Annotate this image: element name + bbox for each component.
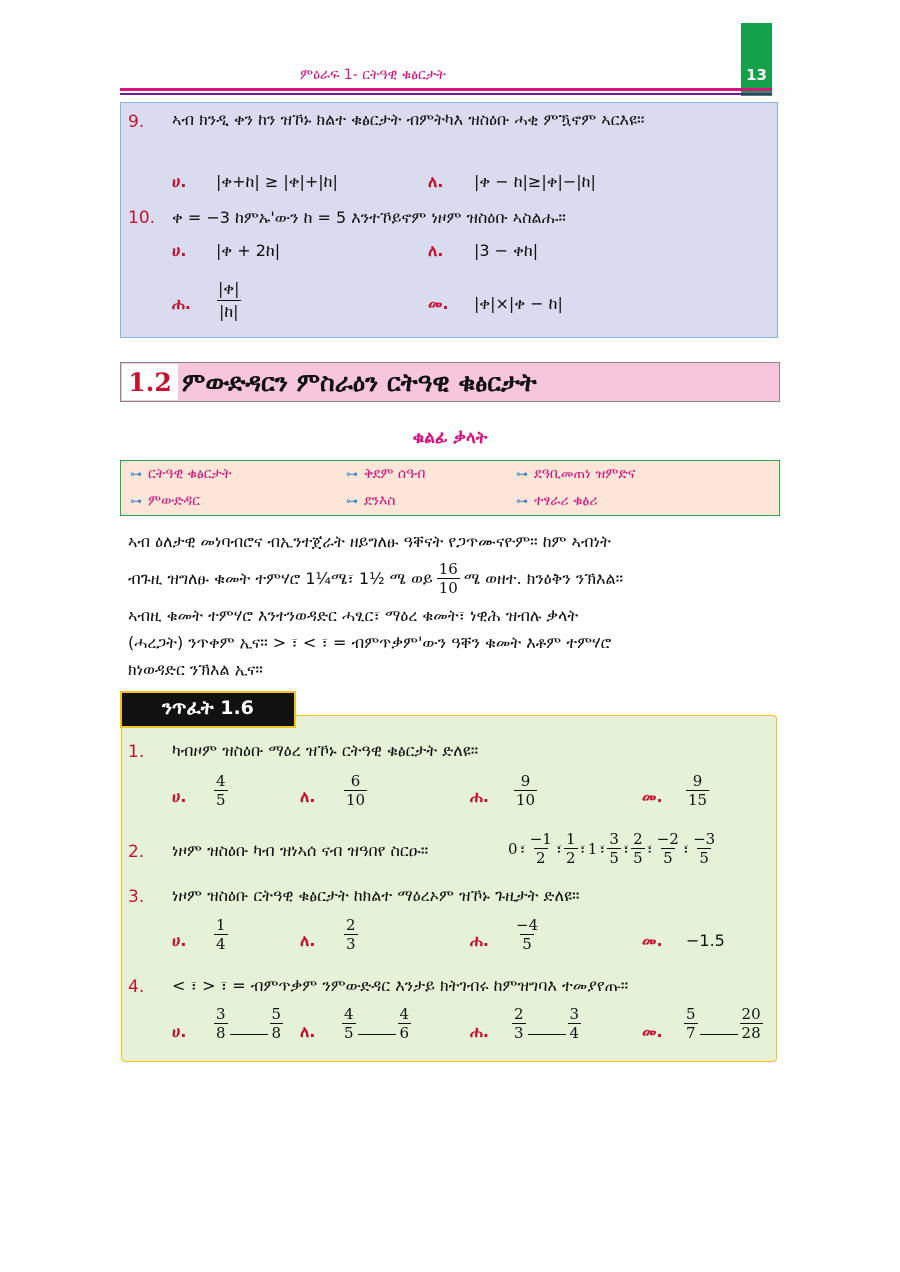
q1-option-fraction <box>686 772 709 809</box>
fraction-denominator: 3 <box>514 1024 524 1042</box>
q1-option-label: ሐ. <box>470 787 489 806</box>
fraction-numerator: −1 <box>529 830 552 848</box>
fraction-denominator: 2 <box>535 849 546 867</box>
running-head: ምዕራፍ 1- ርትዓዊ ቁፅርታት <box>300 67 446 83</box>
q1-option-label: ለ. <box>300 787 316 806</box>
key-icon: ⊶ <box>516 467 528 481</box>
fraction-denominator: 6 <box>399 1024 410 1042</box>
q2-number-list <box>508 830 717 867</box>
q4-comparison <box>684 1005 763 1042</box>
q4-fraction-right <box>740 1005 763 1042</box>
fraction-denominator: |ከ| <box>218 302 239 321</box>
q2-fraction <box>528 830 554 867</box>
fraction <box>437 560 460 597</box>
key-term-label: ቅደም ሰዓብ <box>364 466 426 482</box>
answer-blank[interactable] <box>230 1034 268 1035</box>
key-icon: ⊶ <box>346 467 358 481</box>
q1-option-label: መ. <box>642 787 663 806</box>
fraction-numerator: 5 <box>686 1005 696 1023</box>
q4-fraction-right <box>568 1005 582 1042</box>
paragraph-line: ክነወዳድር ንኽእል ኢና። <box>128 660 263 679</box>
fraction-numerator: |ቀ| <box>218 279 240 298</box>
fraction-numerator: 3 <box>609 830 619 848</box>
q3-option-label: ሐ. <box>470 931 489 950</box>
key-term-label: ርትዓዊ ቁፅርታት <box>148 466 232 482</box>
fraction-numerator: 5 <box>271 1005 282 1023</box>
q3-option-fraction <box>344 916 358 953</box>
fraction-numerator: 9 <box>520 772 531 790</box>
q4-option-label: ሐ. <box>470 1022 489 1041</box>
q9-option-b: |ቀ − ከ|≥|ቀ|−|ከ| <box>474 172 596 191</box>
activity-question-1-text: ካብዞም ዝስዕቡ ማዕረ ዝኾኑ ርትዓዊ ቁፅርታት ድለዩ። <box>172 741 479 760</box>
activity-question-number-4: 4. <box>128 977 145 997</box>
fraction-numerator: 6 <box>350 772 361 790</box>
q1-option-fraction <box>344 772 367 809</box>
question-number-10: 10. <box>128 208 156 228</box>
fraction-numerator: 4 <box>344 1005 354 1023</box>
fraction-denominator: 4 <box>569 1024 580 1042</box>
paragraph-line: (ሓረጋት) ንጥቀም ኢና። > ፣ < ፣ = ብምጥቃም'ውን ዓቐን ቁመት እቶም ተምሃሮ <box>128 633 612 652</box>
key-term-label: ደዓቢመጠነ ዝምድና <box>534 466 636 482</box>
key-terms-title: ቁልፊ ቃላት <box>412 428 488 448</box>
activity-question-number-2: 2. <box>128 842 145 862</box>
q4-fraction-right <box>270 1005 284 1042</box>
q4-option-label: ሀ. <box>172 1022 187 1041</box>
key-term-item <box>130 466 231 482</box>
key-term-item <box>516 466 635 482</box>
fraction-numerator: −4 <box>516 916 539 934</box>
fraction-denominator: 5 <box>344 1024 354 1042</box>
separator: ፣ <box>622 839 630 858</box>
q4-fraction-left <box>684 1005 698 1042</box>
fraction-denominator: 3 <box>346 935 356 953</box>
q2-fraction <box>564 830 578 867</box>
q3-option-fraction <box>214 916 228 953</box>
key-term-item <box>516 493 597 509</box>
q9-option-a: |ቀ+ከ| ≥ |ቀ|+|ከ| <box>216 172 338 191</box>
q4-option-label: መ. <box>642 1022 663 1041</box>
separator: ፣ <box>646 839 653 858</box>
activity-question-2-text: ነዞም ዝስዕቡ ካብ ዝነኣሰ ናብ ዝዓበየ ስርዑ። <box>172 841 429 860</box>
fraction-numerator: 2 <box>633 830 643 848</box>
fraction-denominator: 8 <box>271 1024 282 1042</box>
q3-option-fraction <box>514 916 540 953</box>
key-term-label: ተፃራሪ ቁፅሪ <box>534 493 598 509</box>
fraction-denominator: 2 <box>565 849 576 867</box>
fraction-denominator: 5 <box>699 849 709 867</box>
question-10-text: ቀ = −3 ከምኡ'ውን ከ = 5 እንተኾይኖም ነዞም ዝስዕቡ ኣስልሑ። <box>172 208 566 227</box>
fraction-denominator: 5 <box>663 849 673 867</box>
fraction-denominator: 8 <box>216 1024 226 1042</box>
q10-option-b-label: ለ. <box>428 241 444 260</box>
section-title: ምውድዳርን ምስራዕን ርትዓዊ ቁፅርታት <box>182 368 537 397</box>
q4-comparison <box>512 1005 581 1042</box>
q2-fraction <box>655 830 681 867</box>
fraction-numerator: 2 <box>346 916 356 934</box>
q10-option-c-label: ሐ. <box>172 294 191 313</box>
page-number: 13 <box>746 66 767 84</box>
q4-fraction-left <box>214 1005 228 1042</box>
separator: ፣ <box>682 839 690 858</box>
activity-question-number-1: 1. <box>128 742 145 762</box>
paragraph-line: ኣብዚ ቁመት ተምሃሮ እንተንወዳድር ሓፂር፣ ማዕረ ቁመት፣ ነዊሕ ዝብሉ ቃላት <box>128 606 579 625</box>
q10-option-d: |ቀ|×|ቀ − ከ| <box>474 294 563 313</box>
paragraph-line: ኣብ ዕለታዊ መነባብሮና ብኢንተጀራት ዘይግለፁ ዓቐናት የጋጥሙናዮም። ከም ኣብነት <box>128 532 611 551</box>
q2-fraction <box>631 830 645 867</box>
q10-option-a: |ቀ + 2ከ| <box>216 241 281 260</box>
fraction-denominator: 10 <box>516 791 536 809</box>
q10-option-a-label: ሀ. <box>172 241 187 260</box>
q1-option-fraction <box>214 772 228 809</box>
q10-option-c <box>216 278 242 323</box>
header-rule <box>120 88 772 91</box>
q2-fraction <box>691 830 717 867</box>
q4-fraction-right <box>398 1005 412 1042</box>
fraction-denominator: 15 <box>688 791 708 809</box>
key-icon: ⊶ <box>346 494 358 508</box>
fraction-numerator: 2 <box>514 1005 524 1023</box>
key-term-item <box>346 466 425 482</box>
activity-question-4-text: < ፣ > ፣ = ብምጥቃም ንምውድዳር እንታይ ክትገብሩ ከምዝግባእ ተመያየጡ። <box>172 976 629 995</box>
fraction-numerator: 4 <box>399 1005 410 1023</box>
number-one: 1 <box>587 839 598 858</box>
q4-comparison <box>214 1005 283 1042</box>
fraction-denominator: 5 <box>216 791 226 809</box>
q3-option-d-value: −1.5 <box>686 931 725 950</box>
q4-option-label: ለ. <box>300 1022 316 1041</box>
answer-blank[interactable] <box>358 1034 396 1035</box>
q4-comparison <box>342 1005 411 1042</box>
key-term-label: ምውድዳር <box>148 493 201 509</box>
q9-option-b-label: ለ. <box>428 172 444 191</box>
separator: ፣ <box>519 839 526 858</box>
fraction-numerator: 4 <box>216 772 226 790</box>
fraction-denominator: 7 <box>686 1024 696 1042</box>
fraction-denominator: 5 <box>522 935 532 953</box>
page-corner-tab <box>741 23 772 96</box>
separator: ፣ <box>555 839 562 858</box>
paragraph-line <box>128 560 776 597</box>
key-icon: ⊶ <box>130 494 142 508</box>
key-term-item <box>130 493 200 509</box>
answer-blank[interactable] <box>528 1034 566 1035</box>
paragraph-text: ብጉዚ ዝግለፁ ቁመት ተምሃሮ 1¼ሜ፣ 1½ ሜ ወይ <box>128 568 433 588</box>
fraction-numerator: 20 <box>741 1005 761 1023</box>
key-term-item <box>346 493 396 509</box>
fraction-denominator: 4 <box>216 935 226 953</box>
key-term-label: ደንእስ <box>364 493 396 509</box>
q10-option-d-label: መ. <box>428 294 449 313</box>
separator: ፣ <box>579 839 586 858</box>
q4-fraction-left <box>512 1005 526 1042</box>
activity-label: ንጥፈት 1.6 <box>162 697 254 719</box>
answer-blank[interactable] <box>700 1034 738 1035</box>
separator: ፣ <box>599 839 606 858</box>
q9-option-a-label: ሀ. <box>172 172 187 191</box>
paragraph-text: ሜ ወዘተ. ክንዕቅን ንኽእል። <box>463 568 624 588</box>
section-number: 1.2 <box>128 368 172 397</box>
key-icon: ⊶ <box>130 467 142 481</box>
q10-option-b: |3 − ቀከ| <box>474 241 539 260</box>
fraction-denominator: 10 <box>346 791 366 809</box>
fraction-numerator: 1 <box>216 916 226 934</box>
question-9-text: ኣብ ክንዲ ቀን ከን ዝኾኑ ክልተ ቁፅርታት ብምትካእ ዝስዕቡ ሓቂ ምዃኖም ኣርእዩ። <box>172 110 645 129</box>
fraction-numerator: 16 <box>438 560 458 578</box>
fraction-denominator: 5 <box>633 849 643 867</box>
number-zero: 0 <box>508 839 518 858</box>
question-number-9: 9. <box>128 112 145 132</box>
fraction-numerator: 9 <box>692 772 703 790</box>
fraction-denominator: 5 <box>609 849 619 867</box>
fraction-numerator: 3 <box>569 1005 580 1023</box>
q3-option-d-label: መ. <box>642 931 663 950</box>
fraction-numerator: 1 <box>565 830 576 848</box>
q1-option-fraction <box>514 772 537 809</box>
fraction-numerator: −3 <box>693 830 716 848</box>
fraction-denominator: 10 <box>438 579 458 597</box>
activity-question-3-text: ነዞም ዝስዕቡ ርትዓዊ ቁፅርታት ከክልተ ማዕረኦም ዝኾኑ ጉዚታት ድለዩ። <box>172 886 580 905</box>
fraction-denominator: 28 <box>741 1024 761 1042</box>
q4-fraction-left <box>342 1005 356 1042</box>
q3-option-label: ለ. <box>300 931 316 950</box>
activity-question-number-3: 3. <box>128 887 145 907</box>
q1-option-label: ሀ. <box>172 787 187 806</box>
q3-option-label: ሀ. <box>172 931 187 950</box>
fraction-numerator: 3 <box>216 1005 226 1023</box>
q2-fraction <box>607 830 621 867</box>
key-icon: ⊶ <box>516 494 528 508</box>
fraction-numerator: −2 <box>656 830 679 848</box>
header-rule-secondary <box>120 93 772 95</box>
